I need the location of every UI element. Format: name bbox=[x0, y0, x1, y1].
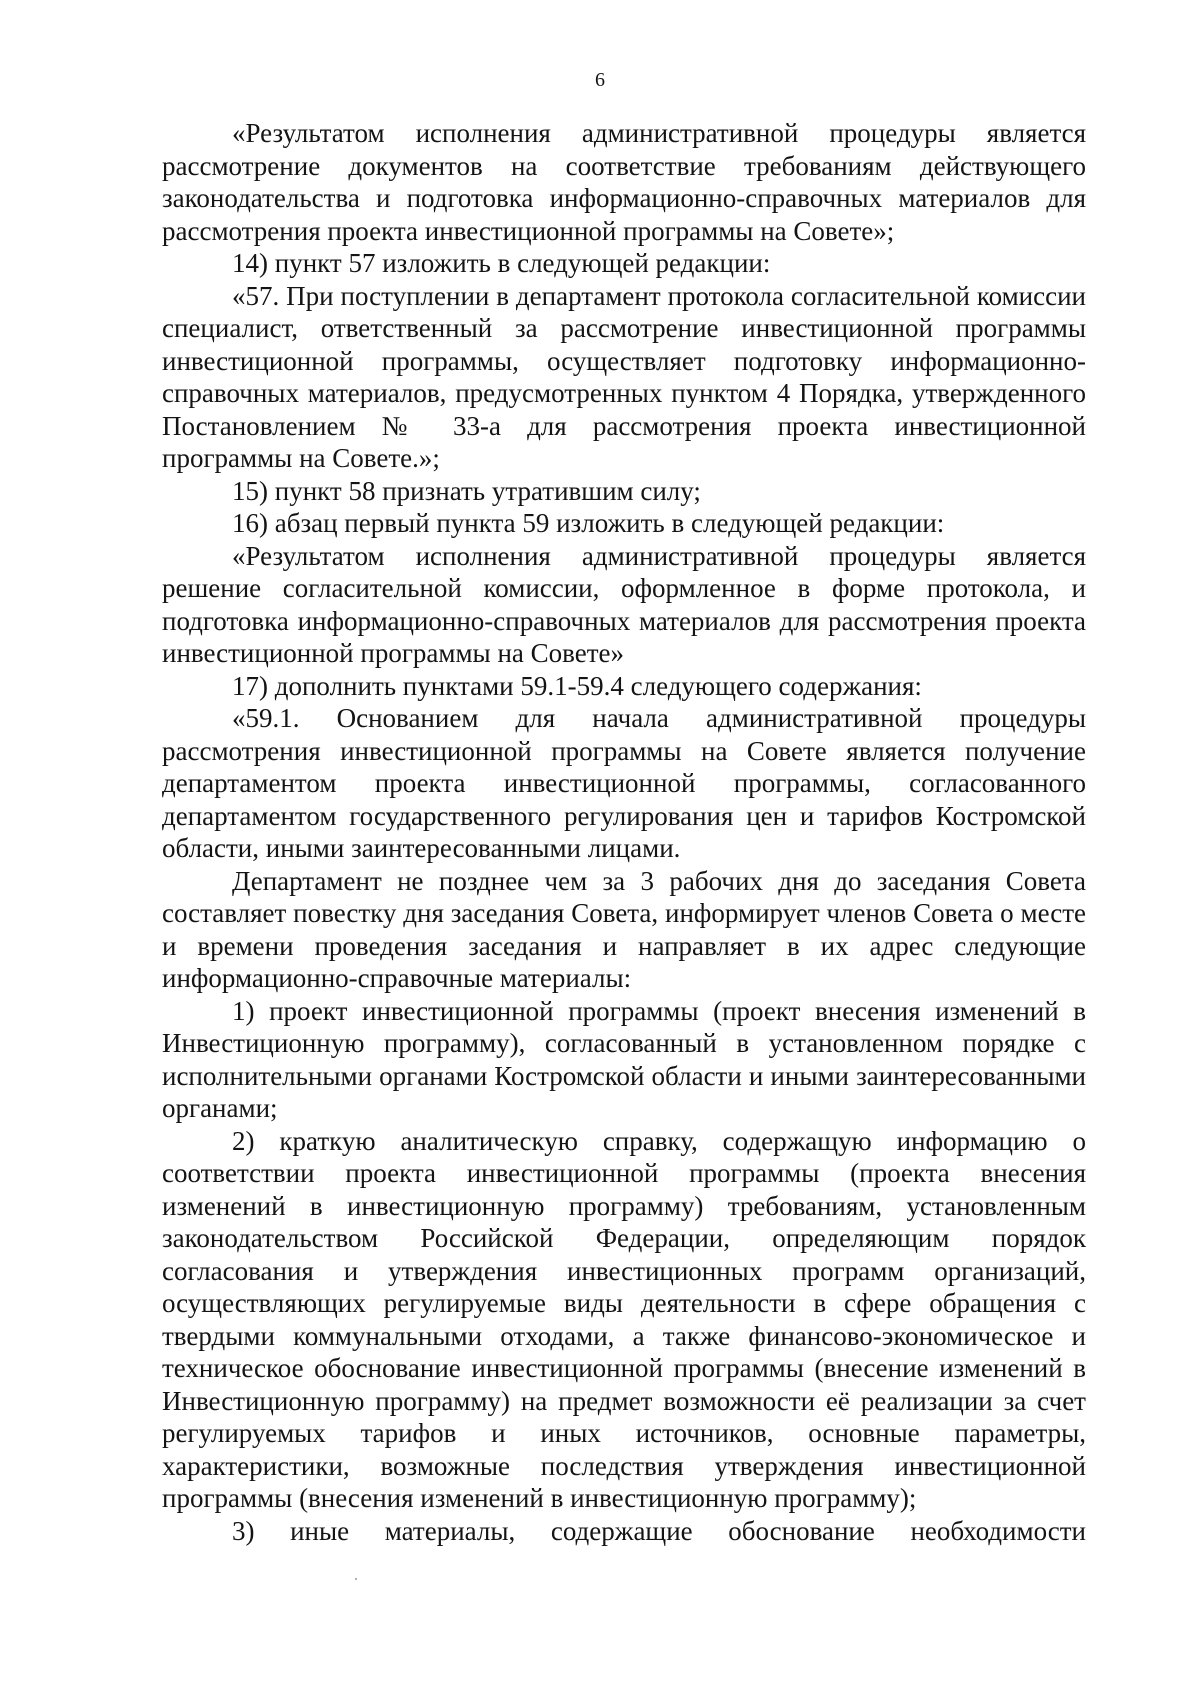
paragraph-item-16: 16) абзац первый пункта 59 изложить в следующей редакции: bbox=[232, 508, 945, 538]
paragraph-item-14: 14) пункт 57 изложить в следующей редакции: bbox=[232, 248, 771, 278]
paragraph-item-17: 17) дополнить пунктами 59.1-59.4 следующего содержания: bbox=[232, 670, 922, 701]
page-number: 6 bbox=[595, 69, 605, 91]
paragraph-item-15: 15) пункт 58 признать утратившим силу; bbox=[232, 475, 701, 506]
paragraph-result-review: «Результатом исполнения административной процедуры является рассмотрение документов на соответствие требованиям действующего законодательства и подготовка информационно-справочных материалов для рассмотрения проекта инвестиционной программы на Совете»; bbox=[162, 118, 1086, 246]
paragraph-list-item-3: 3) иные материалы, содержащие обоснование необходимости bbox=[232, 1515, 1086, 1546]
paragraph-department-agenda: Департамент не позднее чем за 3 рабочих дня до заседания Совета составляет повестку дня заседания Совета, информирует членов Совета о месте и времени проведения заседания и направляет в их адрес следующие информационно-справочные материалы: bbox=[162, 865, 1086, 993]
paragraph-list-item-1: 1) проект инвестиционной программы (проект внесения изменений в Инвестиционную программу), согласованный в установленном порядке с исполнительными органами Костромской области и иными заинтересованными органами; bbox=[162, 995, 1086, 1123]
scan-speck bbox=[355, 1578, 357, 1580]
document-body bbox=[162, 117, 1086, 1547]
paragraph-clause-57: «57. При поступлении в департамент протокола согласительной комиссии специалист, ответственный за рассмотрение инвестиционной программы инвестиционной программы, осуществляет подготовку информационно-справочных материалов, предусмотренных пунктом 4 Порядка, утвержденного Постановлением № 33-а для рассмотрения проекта инвестиционной программы на Совете.»; bbox=[162, 280, 1086, 473]
paragraph-list-item-2: 2) краткую аналитическую справку, содержащую информацию о соответствии проекта инвестиционной программы (проекта внесения изменений в инвестиционную программу) требованиям, установленным законодательством Российской Федерации, определяющим порядок согласования и утверждения инвестиционных программ организаций, осуществляющих регулируемые виды деятельности в сфере обращения с твердыми коммунальными отходами, а также финансово-экономическое и техническое обоснование инвестиционной программы (внесение изменений в Инвестиционную программу) на предмет возможности её реализации за счет регулируемых тарифов и иных источников, основные параметры, характеристики, возможные последствия утверждения инвестиционной программы (внесения изменений в инвестиционную программу); bbox=[162, 1125, 1086, 1513]
paragraph-clause-59-1: «59.1. Основанием для начала административной процедуры рассмотрения инвестиционной программы на Совете является получение департаментом проекта инвестиционной программы, согласованного департаментом государственного регулирования цен и тарифов Костромской области, иными заинтересованными лицами. bbox=[162, 703, 1086, 863]
paragraph-result-decision: «Результатом исполнения административной процедуры является решение согласительной комиссии, оформленное в форме протокола, и подготовка информационно-справочных материалов для рассмотрения проекта инвестиционной программы на Совете» bbox=[162, 540, 1086, 668]
